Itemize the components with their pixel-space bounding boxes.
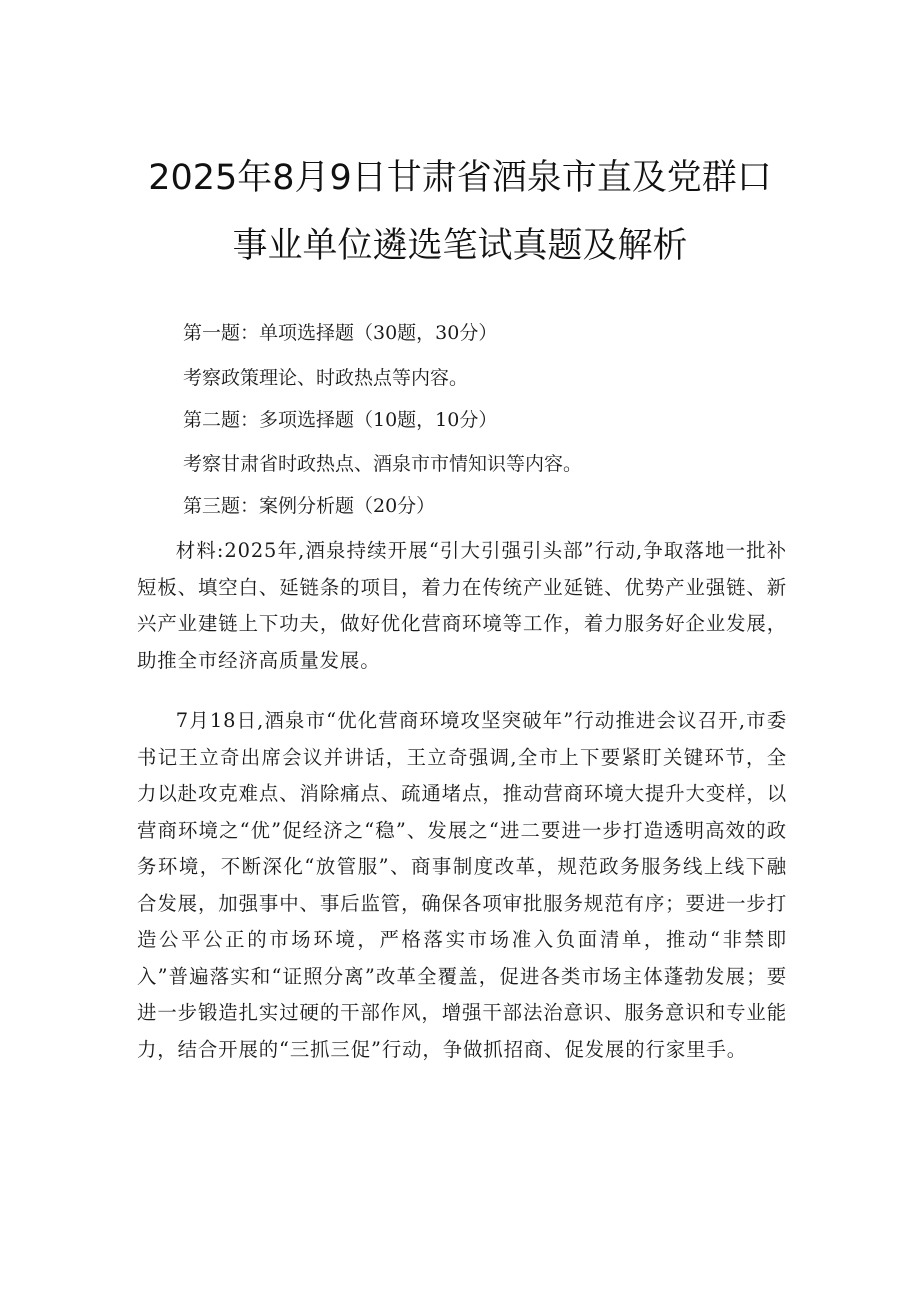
section-1-heading: 第一题：单项选择题（30题，30分）	[183, 322, 498, 344]
document-title-line-2: 事业单位遴选笔试真题及解析	[232, 226, 688, 266]
document-title-line-1: 2025年8月9日甘肃省酒泉市直及党群口	[148, 158, 772, 198]
section-1-description: 考察政策理论、时政热点等内容。	[183, 367, 469, 389]
material-paragraph-1: 材料:2025年,酒泉持续开展“引大引强引头部”行动,争取落地一批补短板、填空白、延链条的项目，着力在传统产业延链、优势产业强链、新兴产业建链上下功夫，做好优化营商环境等工作，着力服务好企业发展，助推全市经济高质量发展。	[137, 539, 787, 672]
section-2-description: 考察甘肃省时政热点、酒泉市市情知识等内容。	[183, 453, 583, 475]
material-paragraph-2: 7月18日,酒泉市“优化营商环境攻坚突破年”行动推进会议召开,市委书记王立奇出席会议并讲话，王立奇强调,全市上下要紧盯关键环节，全力以赴攻克难点、消除痛点、疏通堵点，推动营商环境大提升大变样，以营商环境之“优”促经济之“稳”、发展之“进二要进一步打造透明高效的政务环境，不断深化“放管服”、商事制度改革，规范政务服务线上线下融合发展，加强事中、事后监管，确保各项审批服务规范有序；要进一步打造公平公正的市场环境，严格落实市场准入负面清单，推动“非禁即入”普遍落实和“证照分离”改革全覆盖，促进各类市场主体蓬勃发展；要进一步锻造扎实过硬的干部作风，增强干部法治意识、服务意识和专业能力，结合开展的“三抓三促”行动，争做抓招商、促发展的行家里手。	[137, 709, 787, 1061]
section-2-heading: 第二题：多项选择题（10题，10分）	[183, 409, 498, 431]
section-3-heading: 第三题：案例分析题（20分）	[183, 495, 436, 517]
